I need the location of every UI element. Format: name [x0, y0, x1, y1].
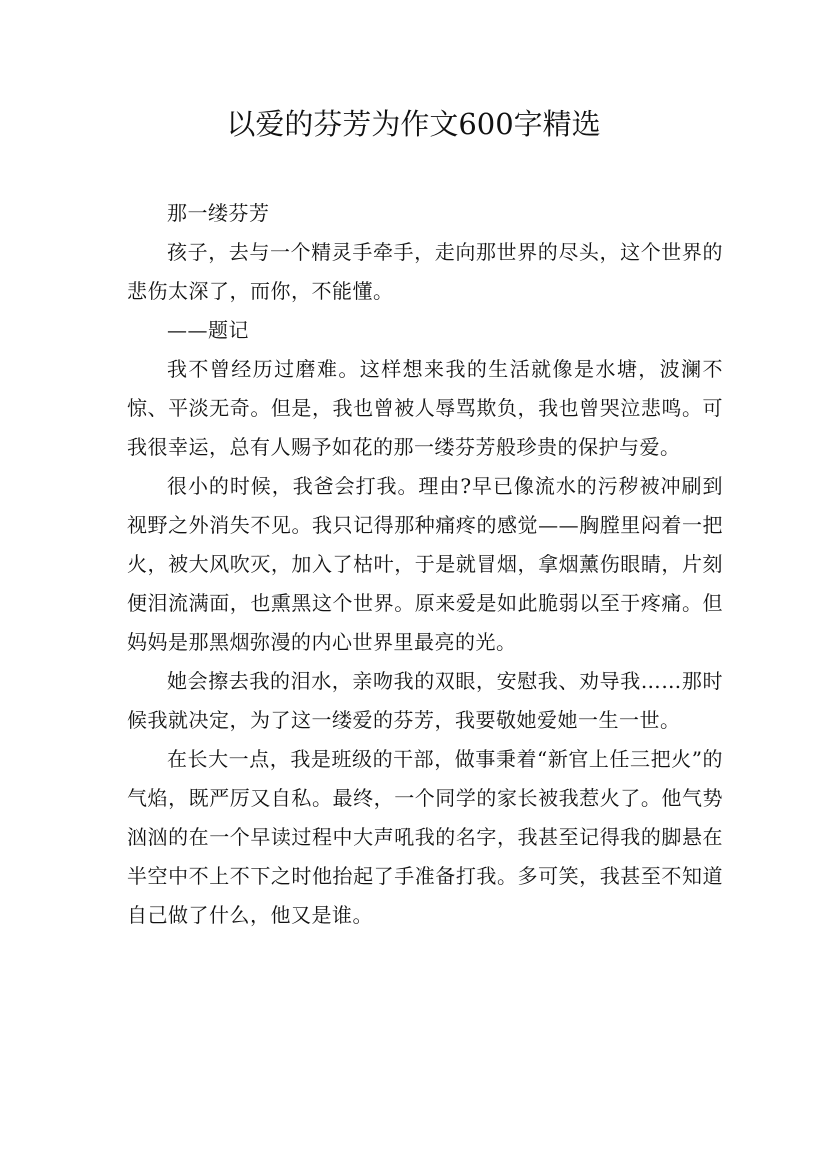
paragraph: ——题记: [167, 318, 249, 342]
paragraph: 很小的时候，我爸会打我。理由?早已像流水的污秽被冲刷到视野之外消失不见。我只记得那种痛疼的感觉——胸膛里闷着一把火，被大风吹灭，加入了枯叶，于是就冒烟，拿烟薰伤眼睛，片刻便泪流满面，也熏黑这个世界。原来爱是如此脆弱以至于疼痛。但妈妈是那黑烟弥漫的内心世界里最亮的光。: [127, 474, 723, 654]
document-body: [127, 194, 723, 935]
paragraph: 她会擦去我的泪水，亲吻我的双眼，安慰我、劝导我……那时候我就决定，为了这一缕爱的芬芳，我要敬她爱她一生一世。: [127, 669, 723, 732]
document-title: 以爱的芬芳为作文600字精选: [226, 107, 601, 141]
paragraph: 孩子，去与一个精灵手牵手，走向那世界的尽头，这个世界的悲伤太深了，而你，不能懂。: [127, 240, 723, 303]
paragraph: 那一缕芬芳: [167, 201, 270, 225]
paragraph: 在长大一点，我是班级的干部，做事秉着“新官上任三把火”的气焰，既严厉又自私。最终，一个同学的家长被我惹火了。他气势汹汹的在一个早读过程中大声吼我的名字，我甚至记得我的脚悬在半空中不上不下之时他抬起了手准备打我。多可笑，我甚至不知道自己做了什么，他又是谁。: [127, 747, 723, 927]
paragraph: 我不曾经历过磨难。这样想来我的生活就像是水塘，波澜不惊、平淡无奇。但是，我也曾被人辱骂欺负，我也曾哭泣悲鸣。可我很幸运，总有人赐予如花的那一缕芬芳般珍贵的保护与爱。: [127, 357, 723, 459]
